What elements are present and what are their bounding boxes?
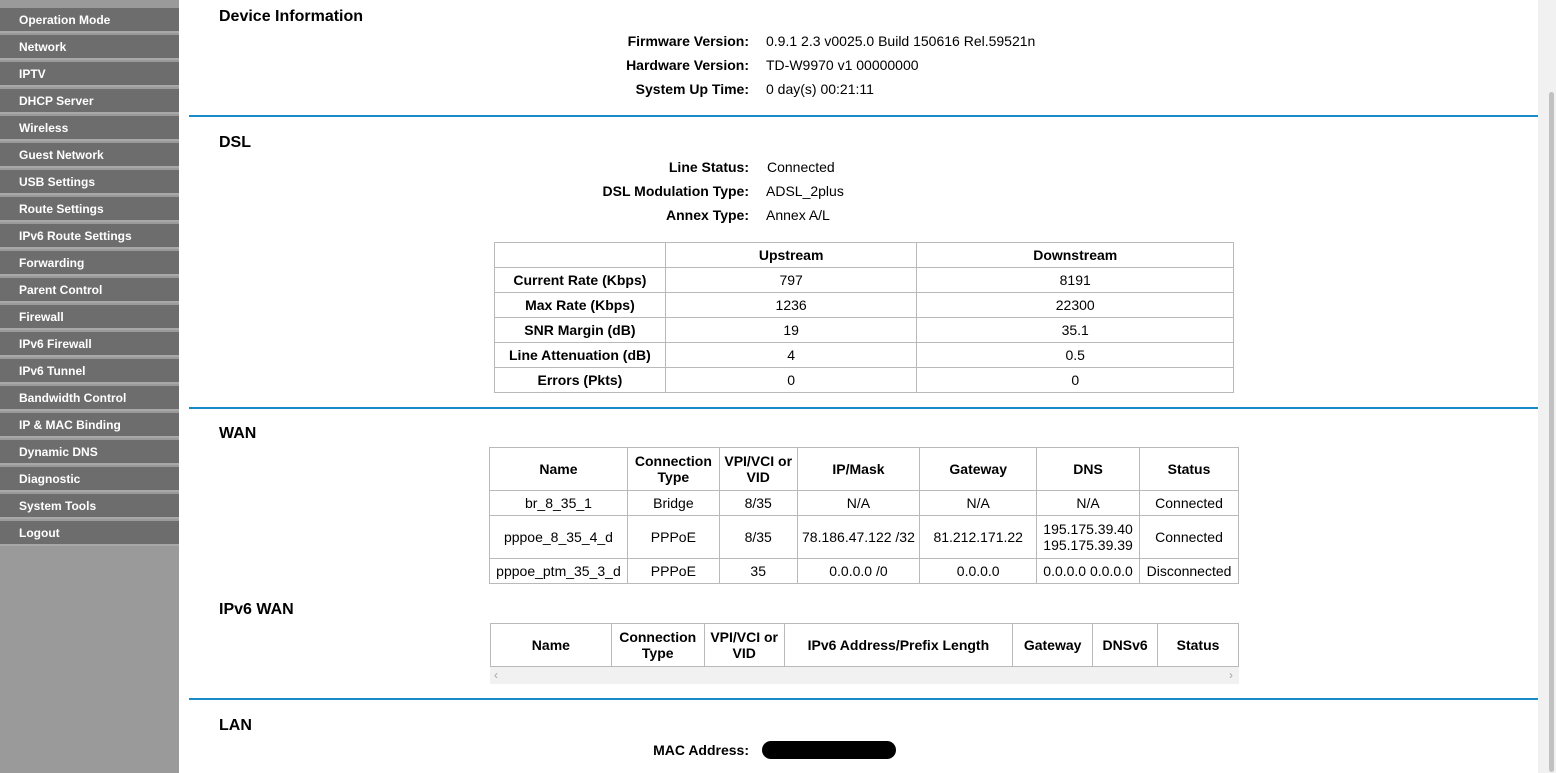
wan-table [489, 447, 1239, 584]
wan-cell: PPPoE [627, 516, 719, 559]
sidebar-item-iptv[interactable]: IPTV [0, 62, 179, 87]
scroll-right-arrow-icon[interactable]: › [1229, 668, 1233, 682]
table-row [495, 368, 1234, 393]
ipv6-wan-table-header: DNSv6 [1093, 624, 1158, 667]
wan-cell: Disconnected [1140, 559, 1239, 584]
dsl-row-label: SNR Margin (dB) [495, 318, 666, 343]
dsl-cell-value: 35.1 [917, 318, 1234, 343]
lan-title: LAN [219, 717, 252, 734]
dsl-cell-value: 19 [665, 318, 917, 343]
sidebar-item-logout[interactable]: Logout [0, 521, 179, 546]
dsl-table-header: Upstream [665, 243, 917, 268]
wan-cell: 8/35 [719, 516, 797, 559]
wan-table-header: Connection Type [627, 448, 719, 491]
wan-cell: Connected [1140, 516, 1239, 559]
sidebar-item-usb-settings[interactable]: USB Settings [0, 170, 179, 195]
table-row [490, 516, 1239, 559]
ipv6-wan-table-header: VPI/VCI or VID [704, 624, 784, 667]
table-row [495, 293, 1234, 318]
firmware-version-label: Firmware Version: [627, 33, 749, 49]
wan-cell: pppoe_ptm_35_3_d [490, 559, 628, 584]
ipv6-wan-title: IPv6 WAN [219, 601, 294, 618]
wan-table-header: VPI/VCI or VID [719, 448, 797, 491]
wan-table-header: Name [490, 448, 628, 491]
wan-cell: 0.0.0.0 0.0.0.0 [1037, 559, 1140, 584]
page-scrollbar[interactable] [1538, 0, 1556, 773]
wan-table-header: IP/Mask [797, 448, 920, 491]
sidebar-item-forwarding[interactable]: Forwarding [0, 251, 179, 276]
dsl-row-label: Line Attenuation (dB) [495, 343, 666, 368]
table-row [490, 559, 1239, 584]
annex-type-label: Annex Type: [666, 207, 749, 223]
sidebar-item-dhcp-server[interactable]: DHCP Server [0, 89, 179, 114]
hardware-version-label: Hardware Version: [626, 57, 749, 73]
sidebar-item-system-tools[interactable]: System Tools [0, 494, 179, 519]
table-row [495, 343, 1234, 368]
sidebar-item-guest-network[interactable]: Guest Network [0, 143, 179, 168]
sidebar-item-wireless[interactable]: Wireless [0, 116, 179, 141]
sidebar-item-firewall[interactable]: Firewall [0, 305, 179, 330]
dsl-title: DSL [219, 134, 251, 151]
dsl-cell-value: 1236 [665, 293, 917, 318]
wan-cell: br_8_35_1 [490, 491, 628, 516]
ipv6-wan-table [490, 623, 1239, 667]
table-row [495, 318, 1234, 343]
wan-cell: 35 [719, 559, 797, 584]
wan-cell: 78.186.47.122 /32 [797, 516, 920, 559]
ipv6-wan-table-header: Status [1158, 624, 1239, 667]
ipv6-wan-table-header: IPv6 Address/Prefix Length [784, 624, 1013, 667]
sidebar-item-diagnostic[interactable]: Diagnostic [0, 467, 179, 492]
dsl-modulation-label: DSL Modulation Type: [602, 183, 749, 199]
wan-table-header: Status [1140, 448, 1239, 491]
wan-cell: 81.212.171.22 [920, 516, 1037, 559]
sidebar-item-ipv6-tunnel[interactable]: IPv6 Tunnel [0, 359, 179, 384]
system-uptime-label: System Up Time: [635, 81, 749, 97]
table-row [490, 491, 1239, 516]
dsl-stats-table [494, 242, 1234, 393]
dsl-cell-value: 0 [665, 368, 917, 393]
ipv6-wan-table-header: Name [491, 624, 612, 667]
table-row [495, 268, 1234, 293]
ipv6-wan-table-header: Connection Type [611, 624, 704, 667]
annex-type-value: Annex A/L [766, 207, 830, 223]
sidebar-item-ipv6-firewall[interactable]: IPv6 Firewall [0, 332, 179, 357]
dsl-cell-value: 797 [665, 268, 917, 293]
wan-cell: 195.175.39.40 195.175.39.39 [1037, 516, 1140, 559]
dsl-cell-value: 8191 [917, 268, 1234, 293]
dsl-cell-value: 0.5 [917, 343, 1234, 368]
wan-cell: 0.0.0.0 /0 [797, 559, 920, 584]
sidebar-item-route-settings[interactable]: Route Settings [0, 197, 179, 222]
firmware-version-value: 0.9.1 2.3 v0025.0 Build 150616 Rel.59521n [766, 33, 1036, 49]
wan-cell: Connected [1140, 491, 1239, 516]
dsl-table-header: Downstream [917, 243, 1234, 268]
ipv6-wan-table-header: Gateway [1013, 624, 1093, 667]
mac-address-redacted [762, 741, 896, 759]
sidebar-item-bandwidth-control[interactable]: Bandwidth Control [0, 386, 179, 411]
dsl-row-label: Max Rate (Kbps) [495, 293, 666, 318]
wan-cell: N/A [797, 491, 920, 516]
dsl-row-label: Errors (Pkts) [495, 368, 666, 393]
sidebar-item-ip-mac-binding[interactable]: IP & MAC Binding [0, 413, 179, 438]
hardware-version-value: TD-W9970 v1 00000000 [766, 57, 919, 73]
dsl-table-header [495, 243, 666, 268]
line-status-value: Connected [767, 159, 835, 175]
scroll-left-arrow-icon[interactable]: ‹ [494, 668, 498, 682]
dsl-cell-value: 4 [665, 343, 917, 368]
wan-cell: Bridge [627, 491, 719, 516]
wan-table-header: Gateway [920, 448, 1037, 491]
sidebar-item-dynamic-dns[interactable]: Dynamic DNS [0, 440, 179, 465]
wan-cell: N/A [920, 491, 1037, 516]
wan-cell: 8/35 [719, 491, 797, 516]
section-divider [189, 115, 1538, 117]
sidebar-nav [0, 0, 179, 773]
wan-cell: PPPoE [627, 559, 719, 584]
scrollbar-thumb[interactable] [1549, 92, 1554, 772]
device-info-title: Device Information [219, 8, 364, 25]
main-content [189, 0, 1538, 773]
sidebar-item-network[interactable]: Network [0, 35, 179, 60]
dsl-modulation-value: ADSL_2plus [766, 183, 844, 199]
system-uptime-value: 0 day(s) 00:21:11 [766, 81, 874, 97]
ipv6-table-scrollbar[interactable] [490, 667, 1239, 684]
dsl-cell-value: 22300 [917, 293, 1234, 318]
dsl-row-label: Current Rate (Kbps) [495, 268, 666, 293]
wan-cell: N/A [1037, 491, 1140, 516]
wan-title: WAN [219, 425, 257, 442]
wan-cell: pppoe_8_35_4_d [490, 516, 628, 559]
line-status-label: Line Status: [668, 159, 749, 175]
section-divider [189, 407, 1538, 409]
section-divider [189, 698, 1538, 700]
sidebar-item-parent-control[interactable]: Parent Control [0, 278, 179, 303]
sidebar-item-operation-mode[interactable]: Operation Mode [0, 8, 179, 33]
dsl-cell-value: 0 [917, 368, 1234, 393]
wan-table-header: DNS [1037, 448, 1140, 491]
wan-cell: 0.0.0.0 [920, 559, 1037, 584]
mac-address-label: MAC Address: [653, 742, 749, 758]
sidebar-item-ipv6-route-settings[interactable]: IPv6 Route Settings [0, 224, 179, 249]
